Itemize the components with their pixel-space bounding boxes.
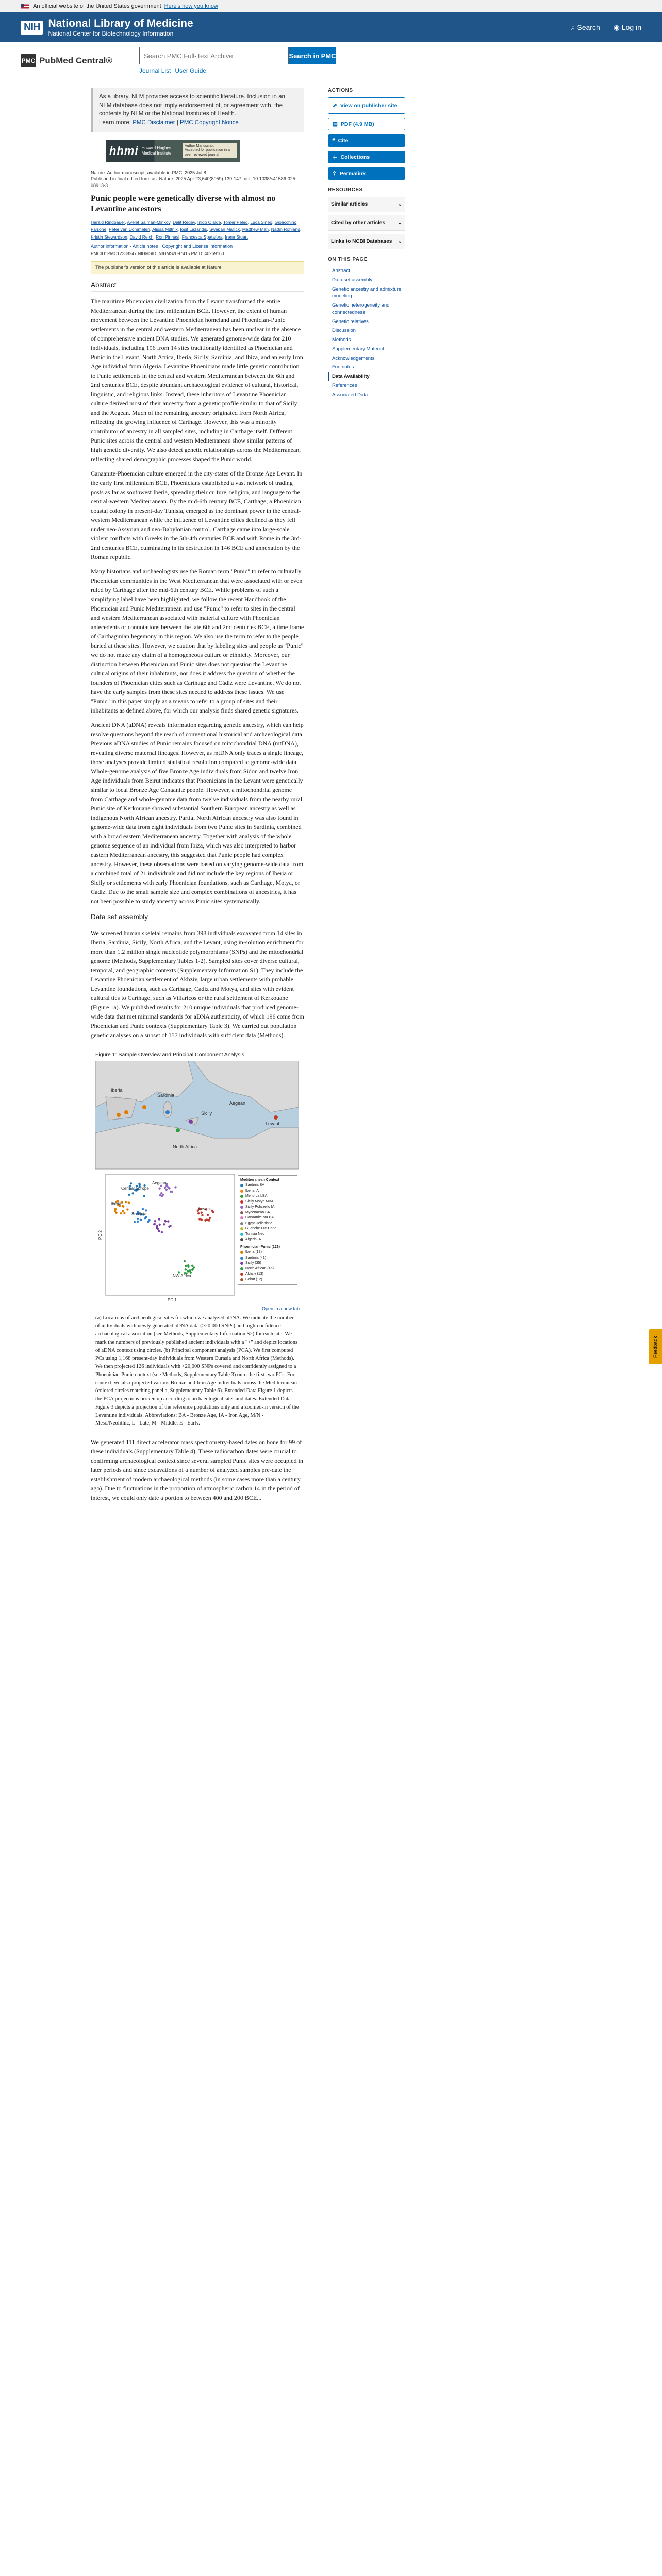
pca-point: [206, 1218, 208, 1221]
pca-label: Levant: [198, 1206, 211, 1211]
author-link[interactable]: David Reich: [129, 234, 154, 240]
map-label: Sardinia: [157, 1092, 175, 1098]
pca-point: [191, 1268, 193, 1270]
legend2-title: Phoenician-Punic (126): [240, 1245, 280, 1249]
pca-point: [201, 1211, 203, 1213]
pca-point: [143, 1195, 145, 1197]
us-flag-icon: [21, 4, 29, 9]
pca-point: [158, 1218, 160, 1220]
figure-1-image[interactable]: [95, 1061, 299, 1303]
figure-1-caption: (a) Locations of archaeological sites for which we analyzed aDNA. We indicate the number of individuals with newly generated aDNA data (>20,000 SNPs) and high-confidence archaeological association (see Methods, Supplementary Information S2) for each site. We mark the numbers of previously published ancient individuals with a "+" and depict locations of aDNA context using circles. (b) Principal component analysis (PCA). We first computed PCs using 1,168 present-day individuals from Western Eurasia and North Africa (Methods). We then projected 126 individuals with >20,000 SNPs covered and confidently assigned to a Phoenician-Punic context (see Methods, Supplementary Table 3) onto the first two PCs. For context, we also projected various Bronze and Iron Age individuals across the Mediterranean (colored circles matching panel a, Supplementary Table 6). Extended Data Figure 1 depicts the PCA projections broken up according to archaeological sites and dates. Extended Data Figure 3 depicts a projection of the reference populations only and a zoomed-in version of the Levantine individuals. Abbreviations: BA - Bronze Age, IA - Iron Age, M/N - Meso/Neolithic, L - Late, M - Middle, E - Early.: [95, 1315, 299, 1427]
author-link[interactable]: Peter van Dommelen: [108, 227, 150, 232]
legend-swatch: [240, 1238, 243, 1241]
pca-point: [201, 1218, 203, 1221]
pca-point: [161, 1231, 163, 1233]
legend-swatch: [240, 1278, 243, 1281]
pca-point: [114, 1208, 117, 1210]
pmc-logo-mark: PMC: [21, 54, 36, 67]
legend-item: [240, 1210, 295, 1216]
on-this-page-heading: ON THIS PAGE: [328, 257, 368, 262]
pca-point: [157, 1228, 159, 1230]
login-label: Log in: [621, 23, 641, 31]
pca-point: [201, 1214, 203, 1216]
pca-point: [159, 1223, 161, 1225]
legend-swatch: [240, 1200, 243, 1204]
pca-point: [164, 1220, 167, 1222]
toc-item[interactable]: Abstract: [332, 268, 350, 274]
legend2-item: [240, 1266, 295, 1272]
author-manuscript-badge-note: Accepted for publication in a peer reviewed journal: [184, 148, 230, 157]
toc-item[interactable]: Data Availability: [328, 372, 405, 381]
pc2-axis-label: PC 2: [98, 1230, 103, 1240]
legend-label: Egypt Hellenistic: [245, 1221, 272, 1225]
pca-point: [170, 1190, 172, 1192]
gov-banner: [0, 0, 662, 12]
actions-heading: ACTIONS: [328, 88, 353, 93]
pca-point: [125, 1201, 127, 1203]
disclaimer-separator: |: [176, 120, 178, 126]
pca-point: [121, 1201, 123, 1203]
legend-label: Beirut (12): [245, 1277, 262, 1281]
gov-banner-text: An official website of the United States government: [33, 3, 161, 9]
pca-point: [122, 1210, 124, 1212]
pdf-button[interactable]: [328, 118, 405, 130]
legend-swatch: [240, 1273, 243, 1276]
pca-point: [164, 1186, 166, 1188]
author-link[interactable]: Gioacchino Falsone: [91, 219, 297, 232]
disclaimer-text: As a library, NLM provides access to scientific literature. Inclusion in an NLM database does not imply endorsement of, or agreement with, the contents by NLM or the National Institutes of Health.: [99, 94, 285, 117]
pca-point: [137, 1220, 139, 1222]
intro-paragraph-3: Ancient DNA (aDNA) reveals information regarding genetic ancestry, which can help resolve questions beyond the reach of conventional historical and archaeological data. Previous aDNA studies of Punic remains focused on mitochondrial DNA (mtDNA), revealing diverse maternal lineages. However, as mtDNA only traces a single lineage, those analyses provide limited statistical resolution compared to genome-wide data. Whole-genome analysis of five Bronze Age individuals from Sidon and twelve Iron Age individuals from Beirut indicates that Phoenicians in the Levant were genetically similar to local Bronze Age Canaanite people. However, a mitochondrial genome from Carthage and whole-genome data from twelve individuals from the nearby rural Punic site of Kerkouane showed substantial Southern European ancestry as well as indigenous North African ancestry. Partial North African ancestry was also found in genome-wide data from eight individuals from two Punic sites in Sardinia, combined with a broad eastern Mediterranean ancestry. Together with analysis of the whole genome sequence of an individual from Ibiza, which was also interpreted to harbor eastern Mediterranean ancestry, this suggested that Punic people had complex ancestry. However, these observations were based on varying genome-wide data from a combined total of 21 individuals and did not include the key regions of Iberia or Sicily or settlements with early Phoenician foundations, such as Carthage, Motya, or Cádiz. Due to the small sample size and complex combinations of ancestries, it has not been possible to study ancestry across Punic sites systematically.: [91, 721, 304, 905]
toc-item[interactable]: Footnotes: [332, 364, 354, 370]
author-link[interactable]: Matthew Mah: [242, 227, 269, 232]
pca-point: [167, 1220, 169, 1222]
author-link[interactable]: Irene Stuart: [225, 234, 248, 240]
disclaimer-learn: Learn more:: [99, 120, 131, 126]
user-icon: ◉: [613, 23, 622, 31]
legend-label: Sardinia BA: [245, 1183, 264, 1188]
pca-point: [162, 1193, 164, 1195]
toc-item[interactable]: Methods: [332, 337, 351, 343]
map-label: Iberia: [111, 1087, 123, 1093]
pmc-disclaimer-link[interactable]: PMC Disclaimer: [133, 120, 175, 126]
plus-icon: ＋: [332, 154, 338, 161]
pca-point: [211, 1209, 213, 1211]
resources-heading: RESOURCES: [328, 187, 363, 193]
header-search-button[interactable]: [571, 23, 600, 32]
article-identifiers: PMCID: PMC12238247 NIHMSID: NIHMS2097415 PMID: 40269160: [91, 250, 224, 256]
pca-label: Iberia: [111, 1201, 122, 1206]
pmc-search-bar: [0, 42, 662, 79]
pca-point: [144, 1217, 146, 1219]
data-set-heading: Data set assembly: [91, 913, 304, 923]
legend-label: Sicily (35): [245, 1261, 261, 1265]
pca-point: [207, 1214, 209, 1216]
pca-point: [163, 1223, 165, 1225]
author-link[interactable]: Alissa Mittnik: [152, 227, 178, 232]
pca-point: [197, 1212, 200, 1214]
author-manuscript-badge-title: Author Manuscript: [184, 144, 214, 148]
pca-point: [174, 1186, 176, 1188]
pca-point: [178, 1271, 180, 1273]
pca-point: [148, 1219, 150, 1221]
journal-line: Nature. Author manuscript; available in PMC: 2025 Jul 8.: [91, 170, 208, 175]
pmc-search-input[interactable]: [139, 47, 289, 64]
pmc-search-button[interactable]: Search in PMC: [289, 47, 336, 64]
pca-point: [166, 1188, 168, 1190]
author-link[interactable]: Kristin Stewardson: [91, 234, 127, 240]
legend-item: [240, 1232, 295, 1238]
pca-legend: [238, 1175, 297, 1285]
toc-item[interactable]: Genetic relatives: [332, 318, 369, 325]
legend-swatch: [240, 1227, 243, 1230]
author-link[interactable]: Ron Pinhasi: [156, 234, 180, 240]
map-sardinia: [163, 1101, 172, 1118]
legend-item: [240, 1194, 295, 1199]
login-button[interactable]: [614, 23, 641, 32]
pca-point: [185, 1268, 187, 1270]
author-link[interactable]: Luca Sineo: [250, 219, 272, 225]
resource-label: Similar articles: [331, 201, 368, 207]
author-link[interactable]: Swapan Mallick: [209, 227, 240, 232]
table-of-contents: [328, 266, 405, 399]
legend-swatch: [240, 1222, 243, 1225]
author-link[interactable]: Nadin Rohland: [271, 227, 300, 232]
legend-swatch: [240, 1267, 243, 1270]
legend-item: [240, 1226, 295, 1232]
chevron-down-icon: ⌄: [398, 220, 402, 226]
legend-swatch: [240, 1233, 243, 1236]
collections-label: Collections: [340, 154, 370, 160]
legend-label: Iberia (17): [245, 1250, 262, 1255]
pca-point: [123, 1212, 125, 1214]
legend-items: [240, 1183, 295, 1243]
legend2-item: [240, 1272, 295, 1277]
pca-point: [132, 1192, 134, 1194]
site-marker: [142, 1105, 146, 1109]
legend2-item: [240, 1250, 295, 1256]
legend-item: [240, 1183, 295, 1189]
resource-label: Links to NCBI Databases: [331, 239, 392, 244]
author-link[interactable]: Dalit Regev: [172, 219, 195, 225]
pdf-label: PDF (4.9 MB): [340, 121, 374, 127]
journal-list-link[interactable]: Journal List: [139, 67, 171, 74]
nih-logo[interactable]: NIH: [21, 21, 43, 35]
figure-1-title: Figure 1: Sample Overview and Principal Component Analysis.: [95, 1051, 246, 1058]
abstract-heading: Abstract: [91, 281, 304, 292]
pca-label: Aegean: [152, 1180, 167, 1185]
resource-item[interactable]: [328, 234, 405, 249]
pca-point: [185, 1265, 187, 1267]
legend-swatch: [240, 1211, 243, 1214]
toc-item[interactable]: References: [332, 382, 357, 388]
legend-item: [240, 1205, 295, 1210]
author-list: Harald Ringbauer, Ayelet Salman-Minkov, Dalit Regev, Iñigo Olalde, Tomer Peled, Luca Sineo, Gioacchino Falsone, Peter van Dommelen, Alissa Mittnik, Iosif Lazaridis, Swapan Mallick, Matthew Mah, Nadin Rohland, Kristin Stewardson, David Reich, Ron Pinhasi, Francesca Spatafora, Irene Stuart: [91, 219, 302, 240]
legend-title: Mediterranean Context: [240, 1178, 279, 1182]
pca-point: [191, 1264, 193, 1266]
publisher-version-note[interactable]: The publisher's version of this article is available at Nature: [91, 261, 304, 274]
legend-label: Sardinia (41): [245, 1256, 267, 1260]
pca-point: [208, 1219, 210, 1221]
chevron-down-icon: ⌄: [398, 201, 402, 207]
legend-label: Menorca LBA: [245, 1194, 268, 1198]
legend-label: Tunisia Neo: [245, 1232, 265, 1236]
resource-item[interactable]: [328, 197, 405, 212]
legend2-item: [240, 1277, 295, 1283]
resource-item[interactable]: [328, 215, 405, 231]
legend-item: [240, 1237, 295, 1243]
journal-citation: [91, 170, 304, 189]
legend-item: [240, 1215, 295, 1221]
resources-list: [328, 197, 405, 249]
collections-button[interactable]: [328, 151, 405, 163]
header-search-label: Search: [577, 23, 600, 31]
legend2-item: [240, 1261, 295, 1266]
pca-point: [158, 1187, 160, 1189]
legend-label: Algeria IA: [245, 1238, 261, 1242]
toc-item[interactable]: Genetic heterogeneity and connectedness: [332, 302, 390, 315]
view-on-publisher-label: View on publisher site: [340, 103, 398, 109]
published-line: Published in final edited form as: Nature. 2025 Apr 23;640(8059):139-147. doi: 10.1038/s41586-025-08913-3: [91, 176, 297, 188]
intro-paragraph-1: Canaanite-Phoenician culture emerged in the city-states of the Bronze Age Levant. In the early first millennium BCE, Phoenicians established a vast network of trading posts as far as southwest Iberia, spreading their culture, religion, and language to the central-western Mediterranean. By the mid-6th century BCE, Carthage, a Phoenician coastal colony in present-day Tunisia, emerged as the dominant power in the central-western Mediterranean while the influence of Levantine cities declined as they fell under neo-Assyrian and neo-Babylonian control. Carthage came into large-scale violent conflicts with Greeks in the 5th-4th centuries BCE and with Rome in the 3rd-2nd centuries BCE, culminating in its destruction in 146 BCE and annexation by the Roman republic.: [91, 469, 303, 561]
author-link[interactable]: Iñigo Olalde: [197, 219, 221, 225]
legend-label: Mycenaean BA: [245, 1210, 270, 1214]
site-marker: [189, 1120, 193, 1124]
pca-label: NW Africa: [173, 1273, 191, 1278]
legend-swatch: [240, 1206, 243, 1209]
author-link[interactable]: Francesca Spatafora: [181, 234, 223, 240]
pca-point: [120, 1212, 122, 1214]
legend2-item: [240, 1256, 295, 1261]
author-info-links[interactable]: Author information · Article notes · Copyright and License information: [91, 243, 233, 249]
legend-label: Guanche Pre-Conq: [245, 1227, 277, 1231]
ncbi-subtitle: National Center for Biotechnology Information: [48, 30, 174, 37]
article-main: [91, 79, 304, 1502]
left-gutter: [21, 79, 82, 1502]
author-link[interactable]: Tomer Peled: [223, 219, 248, 225]
share-icon: ⇪: [332, 171, 337, 177]
toc-item[interactable]: Data set assembly: [332, 277, 373, 283]
open-in-new-tab-link[interactable]: Open in a new tab: [261, 1306, 300, 1311]
pca-point: [159, 1194, 161, 1196]
file-icon: ▤: [333, 121, 338, 127]
map-label: Sicily: [201, 1110, 212, 1116]
site-marker: [166, 1110, 170, 1114]
pca-point: [140, 1218, 142, 1221]
legend-label: Akhziv (13): [245, 1272, 264, 1276]
user-guide-link[interactable]: User Guide: [175, 67, 207, 74]
radiocarbon-paragraph: We generated 111 direct accelerator mass spectrometry-based dates on bone for 99 of these individuals (Supplementary Table 4). These radiocarbon dates were crucial to confirming archaeological context since several sampled Punic sites were occupied in later periods and since excavations of a number of analyzed samples pre-date the establishment of modern archaeological methods (in some cases more than a century ago). Due to fluctuations in the proportion of atmospheric carbon 14 in the period of interest, we could only date a portion to between 400 and 200 BCE...: [91, 1438, 303, 1502]
legend-swatch: [240, 1257, 243, 1260]
legend-label: Sicily Motya MBA: [245, 1199, 274, 1204]
toc-item[interactable]: Genetic ancestry and admixture modeling: [332, 286, 402, 299]
permalink-button[interactable]: [328, 167, 405, 180]
legend-label: Sicily Polizzello IA: [245, 1205, 275, 1209]
article-title: Punic people were genetically diverse with almost no Levantine ancestors: [91, 194, 276, 214]
author-link[interactable]: Harald Ringbauer: [91, 219, 125, 225]
pca-point: [187, 1270, 189, 1272]
data-set-paragraph: We screened human skeletal remains from 398 individuals excavated from 14 sites in Iberia, Sardinia, Sicily, North Africa, and the Levant, using in-solution enrichment for more than 1.2 million single nucleotide polymorphisms (SNPs) and the mitochondrial genome (Methods, Supplementary Tables 1-2). Sampled sites cover diverse cultural, temporal, and geographic contexts (Supplementary Information S1). They include the Levantine Phoenician settlement of Akhziv, large urban settlements with probable Levantine foundations, such as Carthage, Cádiz and Motya, and sites with evident cultural ties to Carthage, such as Villaricos or the rural settlement of Kerkouane (Figure 1a). We published results for 210 unique individuals that produced genome-wide data that met minimal standards for aDNA authenticity, of which 196 come from Phoenician and Punic contexts (Supplementary Table 3). We carried out population genetic analyses on a subset of 157 individuals with sufficient data (Methods).: [91, 929, 304, 1039]
site-marker: [117, 1113, 121, 1117]
feedback-button[interactable]: Feedback: [649, 1329, 662, 1364]
legend-swatch: [240, 1216, 243, 1219]
pca-point: [184, 1260, 186, 1262]
cite-button[interactable]: [328, 134, 405, 147]
legend-swatch: [240, 1262, 243, 1265]
pca-point: [128, 1193, 130, 1195]
pca-label: Central Europe: [121, 1185, 149, 1191]
pca-point: [158, 1230, 160, 1232]
legend-swatch: [240, 1184, 243, 1187]
nlm-title: National Library of Medicine: [48, 18, 193, 29]
pca-point: [145, 1209, 147, 1211]
pmc-logo[interactable]: [21, 54, 139, 67]
legend2-items: [240, 1250, 295, 1282]
nlm-disclaimer: [91, 88, 304, 132]
legend-item: [240, 1199, 295, 1205]
author-link[interactable]: Ayelet Salman-Minkov: [127, 219, 171, 225]
toc-item[interactable]: Discussion: [332, 328, 356, 334]
view-on-publisher-button[interactable]: [328, 97, 405, 114]
search-icon: ⌕: [571, 23, 577, 31]
cite-label: Cite: [338, 138, 349, 144]
pmc-copyright-link[interactable]: PMC Copyright Notice: [180, 120, 239, 126]
pca-point: [168, 1225, 170, 1227]
legend-swatch: [240, 1195, 243, 1198]
site-marker: [124, 1110, 128, 1114]
abstract-text: The maritime Phoenician civilization from the Levant transformed the entire Mediterranean during the first millennium BCE. However, the extent of human movement between the Levantine Phoenician homeland and Phoenician-Punic settlements in the central and western Mediterranean has been unclear in the absence of comprehensive ancient DNA studies. We generated genome-wide data for 210 individuals, including 196 from 14 sites traditionally identified as Phoenician and Punic in the Levant, North Africa, Iberia, Sicily, Sardinia, and Ibiza, and an early Iron Age individual from Algeria. Levantine Phoenicians made little genetic contribution to Punic settlements in the central and western Mediterranean between the 6th and 2nd centuries BCE, despite abundant archaeological evidence of cultural, historical, linguistic, and religious links. Instead, these inheritors of Levantine Phoenician culture derived most of their ancestry from a genetic profile similar to that of Sicily and the Aegean. Much of the remaining ancestry originated from North Africa, reflecting the growing influence of Carthage. However, this was a minority contributor of ancestry in all sampled sites, including in Carthage itself. Different Punic sites across the central and western Mediterranean show similar patterns of high genetic diversity. We also detect genetic relationships across the Mediterranean, reflecting shared demographic processes shaped the Punic world.: [91, 297, 303, 463]
pca-point: [209, 1216, 211, 1218]
quote-icon: ❝: [332, 138, 335, 144]
pca-point: [153, 1223, 155, 1225]
external-link-icon: ⇗: [333, 103, 337, 109]
pca-point: [189, 1269, 191, 1272]
map-iberia: [106, 1097, 137, 1120]
site-marker: [274, 1115, 278, 1120]
map-label: Aegean: [229, 1100, 246, 1106]
legend-item: [240, 1189, 295, 1194]
gov-banner-link[interactable]: Here's how you know: [164, 3, 218, 9]
pc1-axis-label: PC 1: [168, 1297, 177, 1302]
nih-header: [0, 12, 662, 42]
pmc-logo-text: PubMed Central®: [39, 55, 112, 65]
pca-point: [130, 1182, 132, 1184]
author-link[interactable]: Iosif Lazaridis: [180, 227, 207, 232]
pca-point: [154, 1220, 156, 1222]
map-label: North Africa: [173, 1144, 197, 1149]
pca-point: [137, 1217, 139, 1219]
nlm-title-block[interactable]: [48, 18, 193, 37]
site-marker: [176, 1128, 180, 1132]
author-manuscript-badge: [183, 143, 237, 158]
legend-swatch: [240, 1190, 243, 1193]
toc-item[interactable]: Supplementary Material: [332, 346, 384, 352]
legend-item: [240, 1221, 295, 1227]
legend-label: Canaanite M/LBA: [245, 1216, 274, 1220]
permalink-label: Permalink: [339, 171, 366, 177]
pca-point: [168, 1187, 170, 1189]
pca-point: [134, 1221, 136, 1223]
chevron-down-icon: ⌄: [398, 239, 402, 244]
pca-point: [126, 1208, 128, 1210]
hhmi-logo: hhmi: [109, 144, 139, 157]
right-sidebar: [328, 79, 405, 1502]
resource-label: Cited by other articles: [331, 220, 386, 226]
pca-point: [115, 1211, 117, 1213]
toc-item[interactable]: Acknowledgements: [332, 355, 375, 361]
figure-1: [91, 1047, 304, 1433]
legend-label: North African (46): [245, 1266, 274, 1270]
toc-item[interactable]: Associated Data: [332, 392, 368, 398]
hhmi-banner: [106, 140, 240, 162]
hhmi-name: Howard Hughes Medical Institute: [141, 146, 172, 156]
legend-label: Iberia IA: [245, 1189, 259, 1193]
pca-label: Sardinia: [131, 1211, 147, 1216]
pca-point: [142, 1208, 144, 1210]
pca-point: [122, 1205, 124, 1207]
pca-point: [193, 1266, 195, 1268]
intro-paragraph-2: Many historians and archaeologists use the Roman term "Punic" to refer to culturally Phoenician communities in the West Mediterranean that were associated with or even ruled by Carthage after the mid-6th century BCE. While problems of such a simplifying label have been highlighted, we follow the recent Handbook of the Phoenician and Punic Mediterranean and use "Punic" to refer to sites in the central and western Mediterranean associated with material culture with Phoenician antecedents or connotations between the late 6th and 2nd centuries BCE, a time frame of Carthaginian hegemony in this region. We also use the term to refer to the people buried at these sites. However, we caution that by labeling sites and people as "Punic" we do not make any claim of a homogeneous culture or ethnicity. Moreover, our distinction between Phoenician and Punic sites does not question the Levantine cultural origins of their inhabitants, nor does it address the question of whether the founders of Phoenician cities such as Carthage and Cádiz were Levantine. We do not have the early samples from these sites needed to address these issues. We use "Punic" in this paper simply as a means to refer to a group of sites and their inhabitants as defined above, for which our analysis finds shared genetic signatures.: [91, 567, 304, 714]
legend-swatch: [240, 1251, 243, 1254]
pca-point: [128, 1201, 130, 1204]
pca-point: [187, 1264, 189, 1266]
map-label: Levant: [266, 1121, 280, 1126]
